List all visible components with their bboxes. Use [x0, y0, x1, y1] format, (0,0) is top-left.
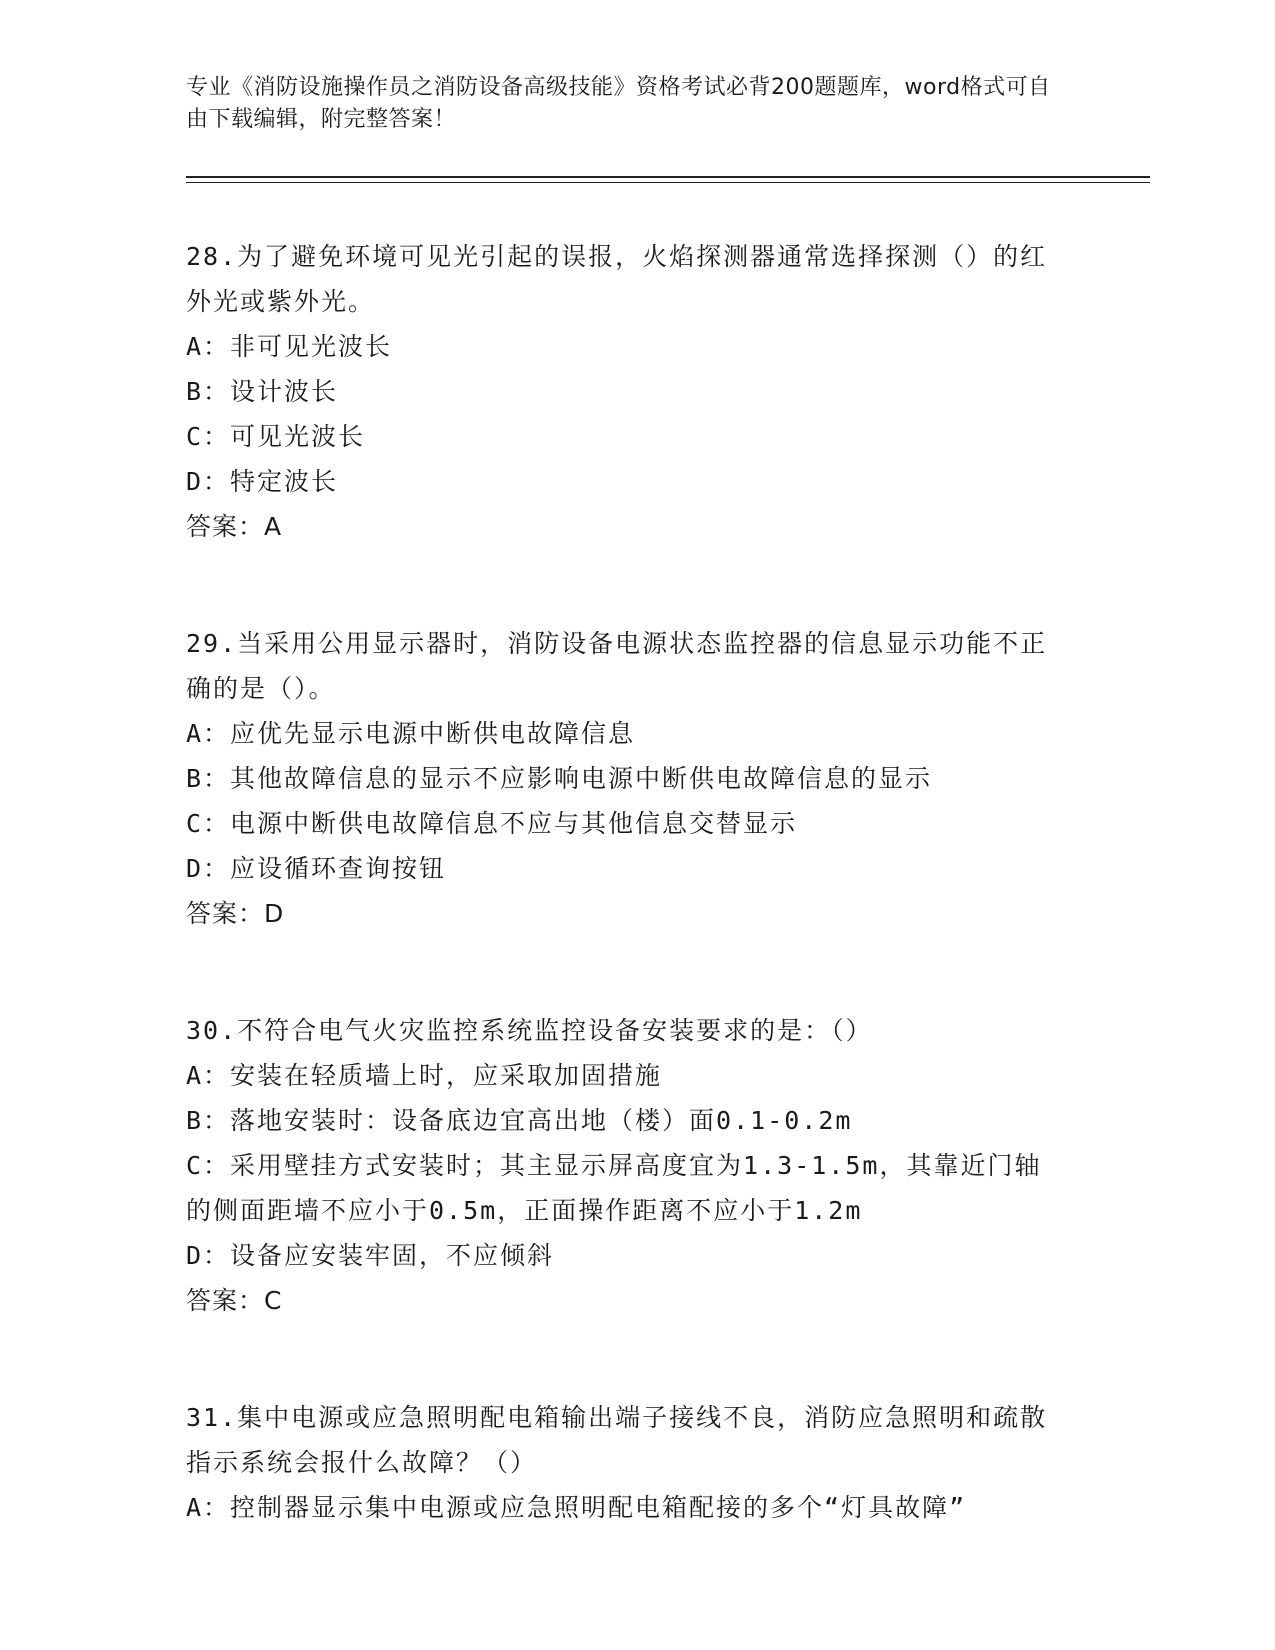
question-text: 31.集中电源或应急照明配电箱输出端子接线不良，消防应急照明和疏散指示系统会报什么故障？（）	[186, 1403, 1048, 1477]
header-divider-thin	[186, 182, 1150, 183]
answer-label: 答案：	[186, 1286, 265, 1315]
answer-line	[186, 504, 1066, 549]
option-a: A：安装在轻质墙上时，应采取加固措施	[186, 1061, 663, 1090]
question-text: 28.为了避免环境可见光引起的误报，火焰探测器通常选择探测（）的红外光或紫外光。	[186, 242, 1048, 316]
answer-line	[186, 891, 1066, 936]
option-a: A：非可见光波长	[186, 332, 393, 361]
answer-label: 答案：	[186, 899, 265, 928]
option-a: A：控制器显示集中电源或应急照明配电箱配接的多个“灯具故障”	[186, 1493, 967, 1522]
question-list	[186, 234, 1066, 1530]
answer-value: A	[264, 512, 283, 541]
option-c: C：电源中断供电故障信息不应与其他信息交替显示	[186, 809, 798, 838]
document-header: 专业《消防设施操作员之消防设备高级技能》资格考试必背200题题库，word格式可自由下载编辑，附完整答案！	[186, 75, 1051, 132]
question-29	[186, 621, 1066, 936]
option-c: C：采用壁挂方式安装时；其主显示屏高度宜为1.3-1.5m，其靠近门轴的侧面距墙不应小于0.5m，正面操作距离不应小于1.2m	[186, 1151, 1042, 1225]
answer-label: 答案：	[186, 512, 265, 541]
option-a: A：应优先显示电源中断供电故障信息	[186, 719, 636, 748]
header-divider	[186, 176, 1150, 178]
option-b: B：其他故障信息的显示不应影响电源中断供电故障信息的显示	[186, 764, 933, 793]
option-b: B：设计波长	[186, 377, 339, 406]
question-31	[186, 1395, 1066, 1530]
option-d: D：设备应安装牢固，不应倾斜	[186, 1241, 555, 1270]
answer-value: D	[264, 899, 285, 928]
question-28	[186, 234, 1066, 549]
answer-line	[186, 1278, 1066, 1323]
question-30	[186, 1008, 1066, 1323]
question-text: 29.当采用公用显示器时，消防设备电源状态监控器的信息显示功能不正确的是（）。	[186, 629, 1048, 703]
question-text: 30.不符合电气火灾监控系统监控设备安装要求的是：（）	[186, 1016, 873, 1045]
answer-value: C	[264, 1286, 283, 1315]
option-b: B：落地安装时：设备底边宜高出地（楼）面0.1-0.2m	[186, 1106, 853, 1135]
option-d: D：应设循环查询按钮	[186, 854, 447, 883]
option-c: C：可见光波长	[186, 422, 366, 451]
option-d: D：特定波长	[186, 467, 339, 496]
